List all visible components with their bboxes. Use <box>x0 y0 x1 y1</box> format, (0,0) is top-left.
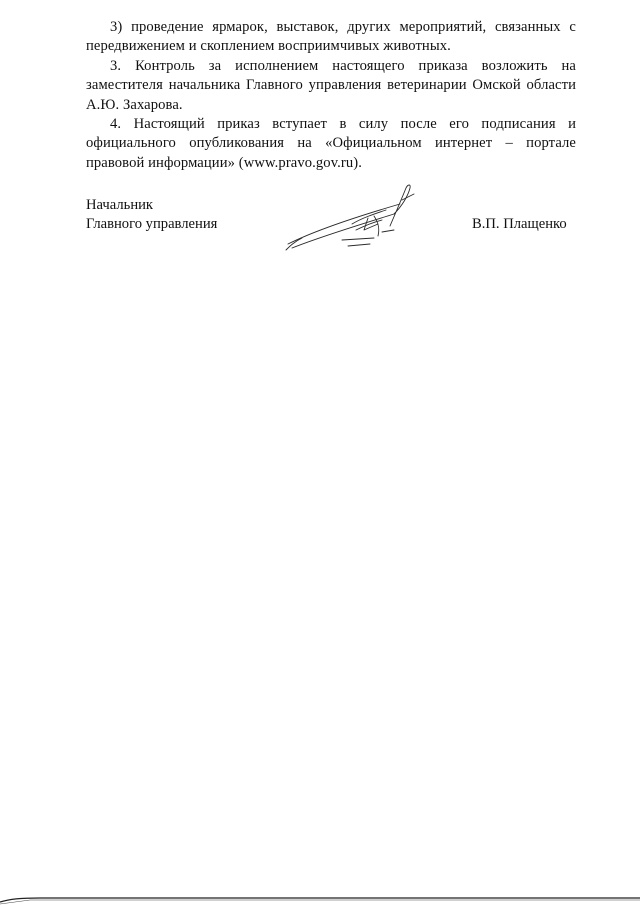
signatory-position <box>86 196 217 234</box>
paragraph-effective-date-clause: 4. Настоящий приказ вступает в силу после его подписания и официального опубликования на «Официальном интернет – портале правовой информации» (www.pravo.gov.ru). <box>86 116 576 171</box>
signatory-position-line1: Начальник <box>86 197 154 213</box>
document-body <box>86 18 576 173</box>
handwritten-signature <box>282 178 422 258</box>
signatory-name: В.П. Плащенко <box>472 216 567 232</box>
scan-border <box>0 894 640 905</box>
paragraph-item-3-fairs: 3) проведение ярмарок, выставок, других мероприятий, связанных с передвижением и скоплением восприимчивых животных. <box>86 19 576 55</box>
paragraph-control-clause: 3. Контроль за исполнением настоящего приказа возложить на заместителя начальника Главного управления ветеринарии Омской области А.Ю. Захарова. <box>86 57 576 113</box>
signatory-position-line2: Главного управления <box>86 216 218 232</box>
